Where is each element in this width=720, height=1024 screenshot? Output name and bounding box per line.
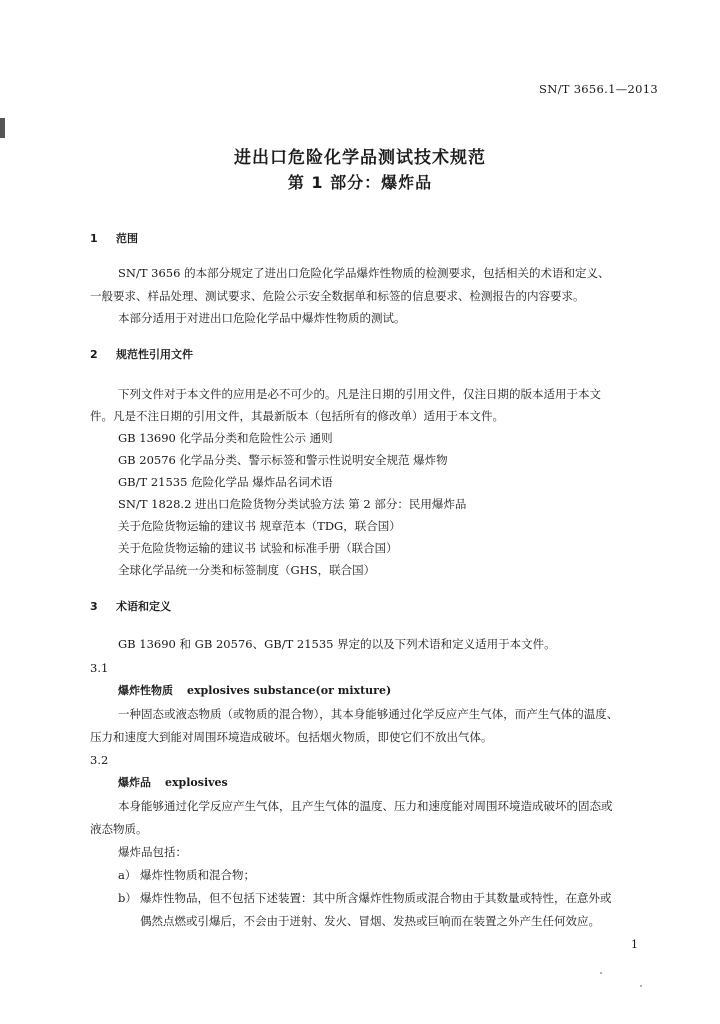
term-chinese: 爆炸品 bbox=[118, 776, 151, 789]
scan-edge-mark bbox=[0, 118, 5, 138]
term-heading bbox=[118, 683, 391, 699]
term-english: explosives bbox=[165, 776, 228, 789]
reference-item: GB 20576 化学品分类、警示标签和警示性说明安全规范 爆炸物 bbox=[118, 453, 448, 467]
definition-line: 本身能够通过化学反应产生气体，且产生气体的温度、压力和速度能对周围环境造成破坏的固态或 bbox=[118, 799, 613, 813]
term-chinese: 爆炸性物质 bbox=[118, 684, 173, 697]
term-heading bbox=[118, 775, 228, 791]
section-number: 2 bbox=[90, 348, 98, 361]
section-2-heading bbox=[90, 347, 193, 363]
list-item-label: a） bbox=[118, 868, 137, 882]
section-1-heading bbox=[90, 231, 138, 247]
paragraph-line: 爆炸品包括： bbox=[118, 845, 187, 859]
list-item-continuation: 偶然点燃或引爆后，不会由于迸射、发火、冒烟、发热或巨响而在装置之外产生任何效应。 bbox=[140, 914, 600, 928]
section-title: 范围 bbox=[116, 232, 138, 245]
paragraph-line: SN/T 3656 的本部分规定了进出口危险化学品爆炸性物质的检测要求，包括相关的术语和定义、 bbox=[118, 266, 610, 280]
definition-line: 压力和速度大到能对周围环境造成破坏。包括烟火物质，即使它们不放出气体。 bbox=[90, 730, 493, 744]
standard-number: SN/T 3656.1—2013 bbox=[539, 82, 658, 96]
section-number: 1 bbox=[90, 232, 98, 245]
reference-item: GB 13690 化学品分类和危险性公示 通则 bbox=[118, 431, 333, 445]
document-title: 进出口危险化学品测试技术规范 bbox=[234, 148, 486, 168]
reference-item: GB/T 21535 危险化学品 爆炸品名词术语 bbox=[118, 475, 333, 489]
paragraph-line: 一般要求、样品处理、测试要求、危险公示安全数据单和标签的信息要求、检测报告的内容要求。 bbox=[90, 289, 585, 303]
scan-speck bbox=[640, 985, 642, 987]
term-number: 3.2 bbox=[90, 753, 109, 767]
paragraph-line: 件。凡是不注日期的引用文件，其最新版本（包括所有的修改单）适用于本文件。 bbox=[90, 409, 504, 423]
section-number: 3 bbox=[90, 600, 98, 613]
list-item-label: b） bbox=[118, 891, 137, 905]
section-title: 规范性引用文件 bbox=[116, 348, 193, 361]
section-title: 术语和定义 bbox=[116, 600, 171, 613]
reference-item: SN/T 1828.2 进出口危险货物分类试验方法 第 2 部分：民用爆炸品 bbox=[118, 497, 467, 511]
document-subtitle: 第 1 部分：爆炸品 bbox=[287, 173, 433, 192]
paragraph-line: GB 13690 和 GB 20576、GB/T 21535 界定的以及下列术语和定义适用于本文件。 bbox=[118, 637, 556, 651]
definition-line: 液态物质。 bbox=[90, 822, 148, 836]
term-number: 3.1 bbox=[90, 661, 109, 675]
section-3-heading bbox=[90, 599, 171, 615]
reference-item: 关于危险货物运输的建议书 试验和标准手册（联合国） bbox=[118, 541, 398, 555]
list-item: 爆炸性物品，但不包括下述装置：其中所含爆炸性物质或混合物由于其数量或特性，在意外或 bbox=[140, 891, 612, 905]
term-english: explosives substance(or mixture) bbox=[187, 684, 392, 697]
paragraph-line: 下列文件对于本文件的应用是必不可少的。凡是注日期的引用文件，仅注日期的版本适用于本文 bbox=[118, 387, 601, 401]
reference-item: 关于危险货物运输的建议书 规章范本（TDG，联合国） bbox=[118, 519, 401, 533]
list-item: 爆炸性物质和混合物； bbox=[140, 868, 255, 882]
scan-speck bbox=[600, 972, 602, 974]
paragraph-line: 本部分适用于对进出口危险化学品中爆炸性物质的测试。 bbox=[118, 311, 406, 325]
reference-item: 全球化学品统一分类和标签制度（GHS，联合国） bbox=[118, 563, 376, 577]
definition-line: 一种固态或液态物质（或物质的混合物），其本身能够通过化学反应产生气体，而产生气体的温度、 bbox=[118, 707, 619, 721]
page-number: 1 bbox=[631, 938, 638, 951]
